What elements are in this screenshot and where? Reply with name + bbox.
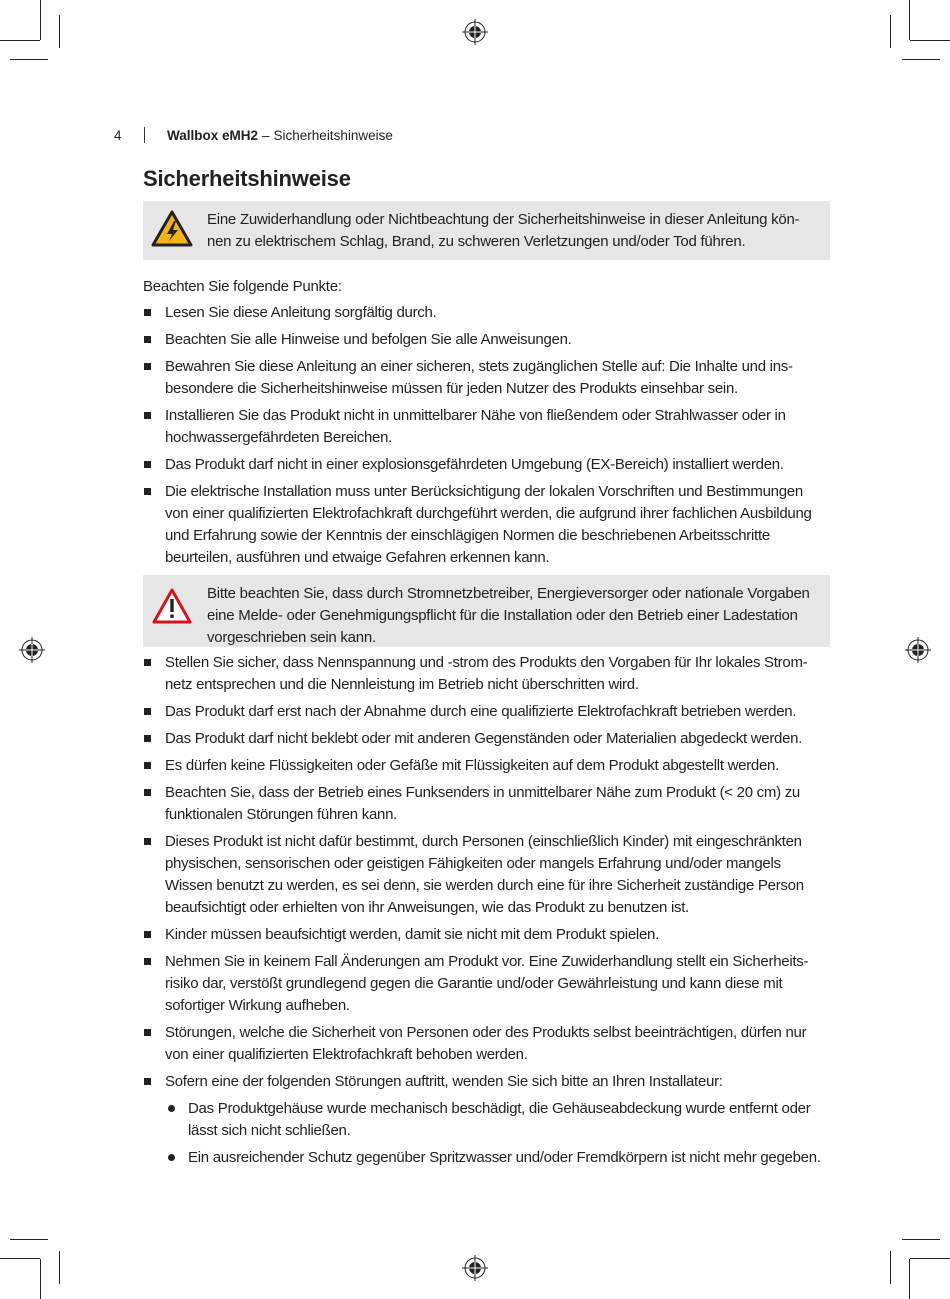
list-item <box>143 1071 830 1169</box>
safety-list-1 <box>143 302 830 574</box>
list-item <box>143 924 830 946</box>
list-item-line: Die elektrische Installation muss unter Berücksichtigung der lokalen Vorschriften und Bestimmungen <box>165 483 803 500</box>
list-item-line: Kinder müssen beaufsichtigt werden, damit sie nicht mit dem Produkt spielen. <box>165 926 659 943</box>
registration-mark-icon <box>19 637 45 663</box>
square-bullet-icon <box>144 461 151 468</box>
square-bullet-icon <box>144 708 151 715</box>
electric-warning-text <box>207 209 816 253</box>
list-item <box>143 329 830 351</box>
square-bullet-icon <box>144 363 151 370</box>
square-bullet-icon <box>144 838 151 845</box>
sub-list-item <box>165 1098 830 1142</box>
list-item <box>143 1022 830 1066</box>
list-item-line: sofortiger Wirkung aufheben. <box>165 997 350 1014</box>
list-item-line: Das Produkt darf erst nach der Abnahme durch eine qualifizierte Elektrofachkraft betrieben werden. <box>165 703 797 720</box>
list-item-line: Beachten Sie, dass der Betrieb eines Funksenders in unmittelbarer Nähe zum Produkt (< 20 cm) zu <box>165 784 800 801</box>
warning-line: vorgeschrieben sein kann. <box>207 629 376 646</box>
list-item <box>143 652 830 696</box>
square-bullet-icon <box>144 1029 151 1036</box>
square-bullet-icon <box>144 336 151 343</box>
list-item-line: Installieren Sie das Produkt nicht in unmittelbarer Nähe von fließendem oder Strahlwasser oder in <box>165 407 786 424</box>
electric-hazard-icon <box>151 210 193 248</box>
square-bullet-icon <box>144 931 151 938</box>
list-item-line: Stellen Sie sicher, dass Nennspannung und -strom des Produkts den Vorgaben für Ihr lokales Strom- <box>165 654 808 671</box>
sub-list-item <box>165 1147 830 1169</box>
header-dash: – <box>262 127 270 143</box>
list-item-line: Es dürfen keine Flüssigkeiten oder Gefäße mit Flüssigkeiten auf dem Produkt abgestellt werden. <box>165 757 780 774</box>
general-warning-box <box>143 575 830 647</box>
square-bullet-icon <box>144 789 151 796</box>
list-item-line: Sofern eine der folgenden Störungen auftritt, wenden Sie sich bitte an Ihren Installateur: <box>165 1073 723 1090</box>
sub-list-item-line: Ein ausreichender Schutz gegenüber Spritzwasser und/oder Fremdkörpern ist nicht mehr gegeben. <box>188 1149 821 1166</box>
square-bullet-icon <box>144 309 151 316</box>
electric-warning-box <box>143 201 830 260</box>
square-bullet-icon <box>144 735 151 742</box>
warning-line: Bitte beachten Sie, dass durch Stromnetzbetreiber, Energieversorger oder nationale Vorgaben <box>207 585 810 602</box>
sub-list <box>165 1098 830 1169</box>
safety-list-2 <box>143 652 830 1174</box>
list-item-line: Das Produkt darf nicht in einer explosionsgefährdeten Umgebung (EX-Bereich) installiert werden. <box>165 456 784 473</box>
sub-list-item-line: Das Produktgehäuse wurde mechanisch beschädigt, die Gehäuseabdeckung wurde entfernt oder <box>188 1100 811 1117</box>
list-item-line: besondere die Sicherheitshinweise müssen für jeden Nutzer des Produkts einsehbar sein. <box>165 380 738 397</box>
list-item-line: Beachten Sie alle Hinweise und befolgen Sie alle Anweisungen. <box>165 331 572 348</box>
list-item <box>143 728 830 750</box>
list-item-line: Wissen benutzt zu werden, es sei denn, sie werden durch eine für ihre Sicherheit zuständige Person <box>165 877 804 894</box>
list-item-line: Lesen Sie diese Anleitung sorgfältig durch. <box>165 304 437 321</box>
registration-mark-icon <box>462 1255 488 1281</box>
list-item-line: von einer qualifizierten Elektrofachkraft durchgeführt werden, die aufgrund ihrer fachlichen Ausbildung <box>165 505 812 522</box>
warning-line: Eine Zuwiderhandlung oder Nichtbeachtung der Sicherheitshinweise in dieser Anleitung kön- <box>207 211 800 228</box>
list-item-line: Bewahren Sie diese Anleitung an einer sicheren, stets zugänglichen Stelle auf: Die Inhalte und ins- <box>165 358 793 375</box>
list-item-line: beurteilen, ausführen und etwaige Gefahren erkennen kann. <box>165 549 550 566</box>
list-item-line: netz entsprechen und die Nennleistung im Betrieb nicht überschritten wird. <box>165 676 639 693</box>
square-bullet-icon <box>144 1078 151 1085</box>
list-item-line: Das Produkt darf nicht beklebt oder mit anderen Gegenständen oder Materialien abgedeckt werden. <box>165 730 803 747</box>
list-item <box>143 302 830 324</box>
list-item-line: physischen, sensorischen oder geistigen Fähigkeiten oder mangels Erfahrung und/oder mangels <box>165 855 781 872</box>
square-bullet-icon <box>144 412 151 419</box>
square-bullet-icon <box>144 958 151 965</box>
list-item <box>143 481 830 569</box>
intro-text: Beachten Sie folgende Punkte: <box>143 278 342 295</box>
round-bullet-icon <box>168 1154 175 1161</box>
list-item <box>143 701 830 723</box>
page-number: 4 <box>114 127 122 143</box>
list-item <box>143 405 830 449</box>
square-bullet-icon <box>144 762 151 769</box>
list-item-line: Nehmen Sie in keinem Fall Änderungen am Produkt vor. Eine Zuwiderhandlung stellt ein Sicherheits- <box>165 953 809 970</box>
list-item-line: Dieses Produkt ist nicht dafür bestimmt, durch Personen (einschließlich Kinder) mit eingeschränkten <box>165 833 802 850</box>
registration-mark-icon <box>462 19 488 45</box>
header-separator <box>144 127 145 143</box>
sub-list-item-line: lässt sich nicht schließen. <box>188 1122 351 1139</box>
warning-line: nen zu elektrischem Schlag, Brand, zu schweren Verletzungen und/oder Tod führen. <box>207 233 746 250</box>
list-item <box>143 951 830 1017</box>
square-bullet-icon <box>144 488 151 495</box>
warning-exclamation-icon <box>151 587 193 625</box>
running-header <box>114 126 393 144</box>
general-warning-text <box>207 583 816 649</box>
list-item-line: funktionalen Störungen führen kann. <box>165 806 398 823</box>
square-bullet-icon <box>144 659 151 666</box>
list-item-line: Störungen, welche die Sicherheit von Personen oder des Produkts selbst beeinträchtigen, dürfen nur <box>165 1024 807 1041</box>
list-item <box>143 454 830 476</box>
list-item-line: von einer qualifizierten Elektrofachkraft behoben werden. <box>165 1046 528 1063</box>
page-title: Sicherheitshinweise <box>143 166 351 191</box>
list-item-line: hochwassergefährdeten Bereichen. <box>165 429 393 446</box>
list-item-line: risiko dar, verstößt grundlegend gegen die Garantie und/oder Gewährleistung und kann diese mit <box>165 975 783 992</box>
list-item-line: und Erfahrung sowie der Kenntnis der einschlägigen Normen die beschriebenen Arbeitsschritte <box>165 527 770 544</box>
registration-mark-icon <box>905 637 931 663</box>
list-item-line: beaufsichtigt oder erhielten von ihr Anweisungen, wie das Produkt zu benutzen ist. <box>165 899 690 916</box>
list-item <box>143 782 830 826</box>
list-item <box>143 831 830 919</box>
header-section-name: Sicherheitshinweise <box>273 127 393 143</box>
round-bullet-icon <box>168 1105 175 1112</box>
list-item <box>143 755 830 777</box>
header-product-name: Wallbox eMH2 <box>167 127 259 143</box>
warning-line: eine Melde- oder Genehmigungspflicht für die Installation oder den Betrieb einer Ladestation <box>207 607 798 624</box>
list-item <box>143 356 830 400</box>
